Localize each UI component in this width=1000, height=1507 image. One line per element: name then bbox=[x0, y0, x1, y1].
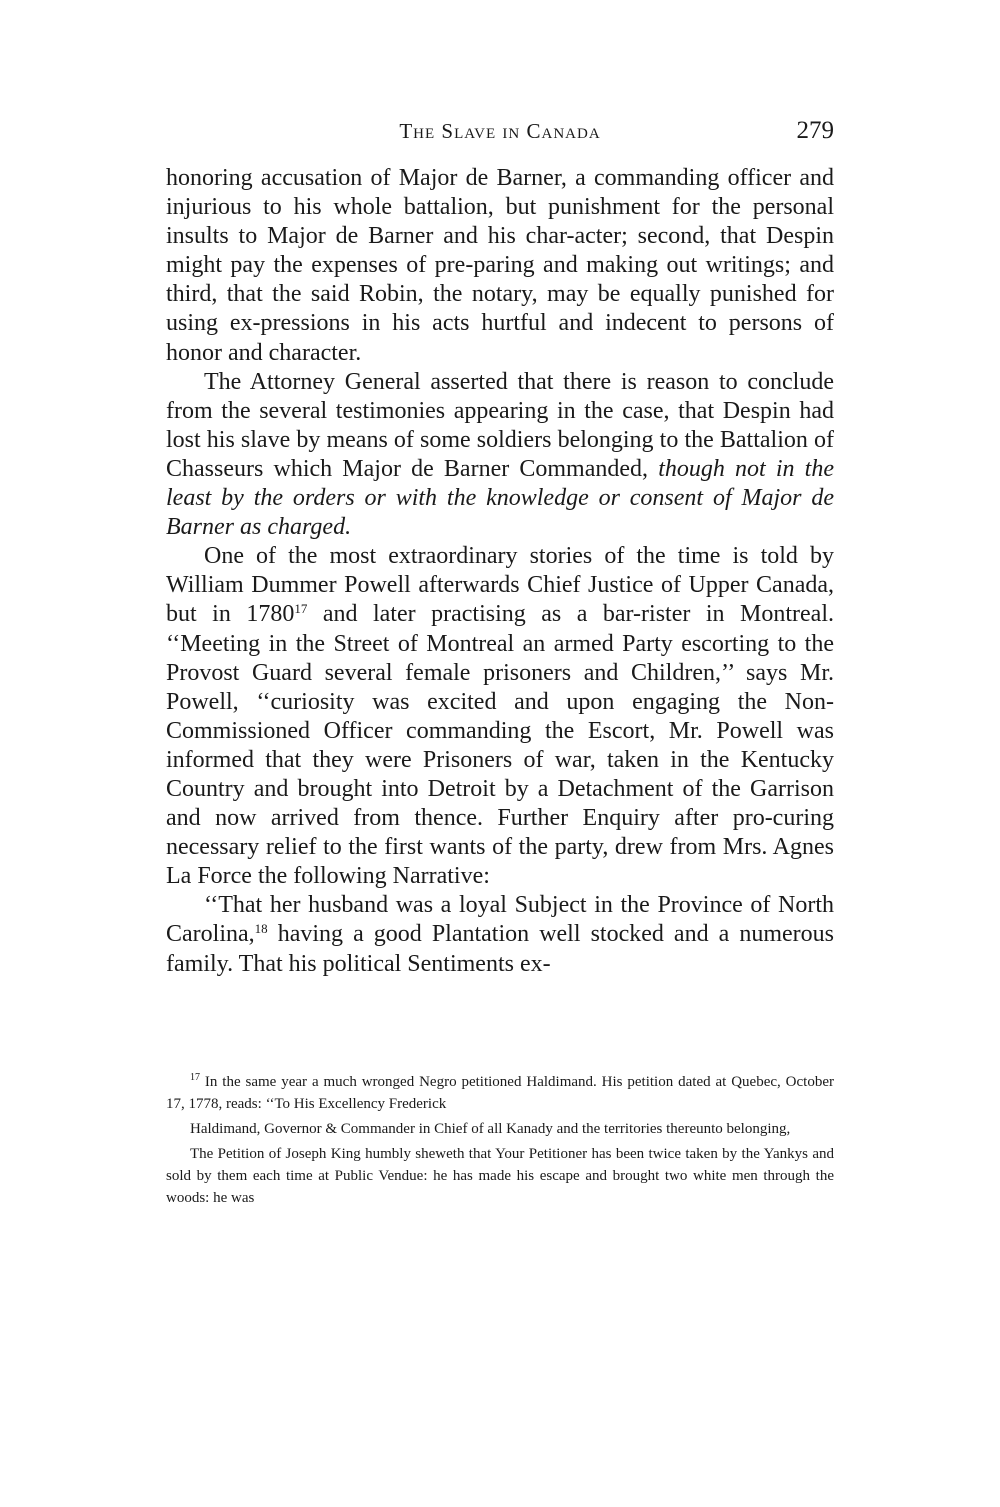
paragraph-4-text-a: ‘‘That her husband was a loyal Subject in the Province of North Carolina, bbox=[166, 892, 834, 948]
footnote-17 bbox=[166, 1071, 834, 1115]
paragraph-4-text-b: having a good Plantation well stocked and a numerous family. That his political Sentiments ex- bbox=[166, 921, 834, 977]
paragraph-2 bbox=[166, 368, 834, 543]
paragraph-2-italic: though not in the least by the orders or with the knowledge or consent of Major de Barner as charged. bbox=[166, 455, 835, 541]
footnote-ref-17: 17 bbox=[294, 601, 308, 617]
paragraph-4 bbox=[166, 891, 834, 978]
page-number: 279 bbox=[796, 117, 834, 144]
footnote-ref-18: 18 bbox=[254, 921, 268, 937]
paragraph-3-text-b: and later practising as a bar-rister in Montreal. ‘‘Meeting in the Street of Montreal an armed Party escorting to the Provost Guard several female prisoners and Children,’’ says Mr. Powell, ‘‘curiosity was excited and upon engaging the Non-Commissioned Officer commanding the Escort, Mr. Powell was informed that they were Prisoners of war, taken in the Kentucky Country and brought into Detroit by a Detachment of the Garrison and now arrived from thence. Further Enquiry after pro-curing necessary relief to the first wants of the party, drew from Mrs. Agnes La Force the following Narrative: bbox=[166, 601, 834, 890]
paragraph-1: honoring accusation of Major de Barner, a commanding officer and injurious to his whole battalion, but punishment for the personal insults to Major de Barner and his char-acter; second, that Despin might pay the expenses of pre-paring and making out writings; and third, that the said Robin, the notary, may be equally punished for using ex-pressions in his acts hurtful and indecent to persons of honor and character. bbox=[166, 165, 834, 366]
footnote-17-text: In the same year a much wronged Negro petitioned Haldimand. His petition dated at Quebec, October 17, 1778, reads: ‘‘To His Excellency Frederick bbox=[166, 1074, 834, 1112]
running-title: The Slave in Canada bbox=[399, 119, 601, 143]
footnote-17-continued-2: The Petition of Joseph King humbly sheweth that Your Petitioner has been twice taken by the Yankys and sold by them each time at Public Vendue: he has made his escape and brought two white men through the woods: he was bbox=[166, 1146, 834, 1206]
footnotes bbox=[166, 1071, 834, 1212]
page-header bbox=[166, 113, 834, 149]
footnote-17-continued-1: Haldimand, Governor & Commander in Chief of all Kanady and the territories thereunto belonging, bbox=[190, 1121, 791, 1137]
paragraph-3 bbox=[166, 542, 834, 891]
paragraph-2-roman: The Attorney General asserted that there is reason to conclude from the several testimonies appearing in the case, that Despin had lost his slave by means of some soldiers belonging to the Battalion of Chasseurs which Major de Barner Commanded, bbox=[166, 368, 834, 482]
footnote-17-number: 17 bbox=[190, 1072, 200, 1083]
body-text bbox=[166, 164, 834, 979]
paragraph-3-text-a: One of the most extraordinary stories of the time is told by William Dummer Powell afterwards Chief Justice of Upper Canada, but in 1780 bbox=[166, 543, 834, 628]
